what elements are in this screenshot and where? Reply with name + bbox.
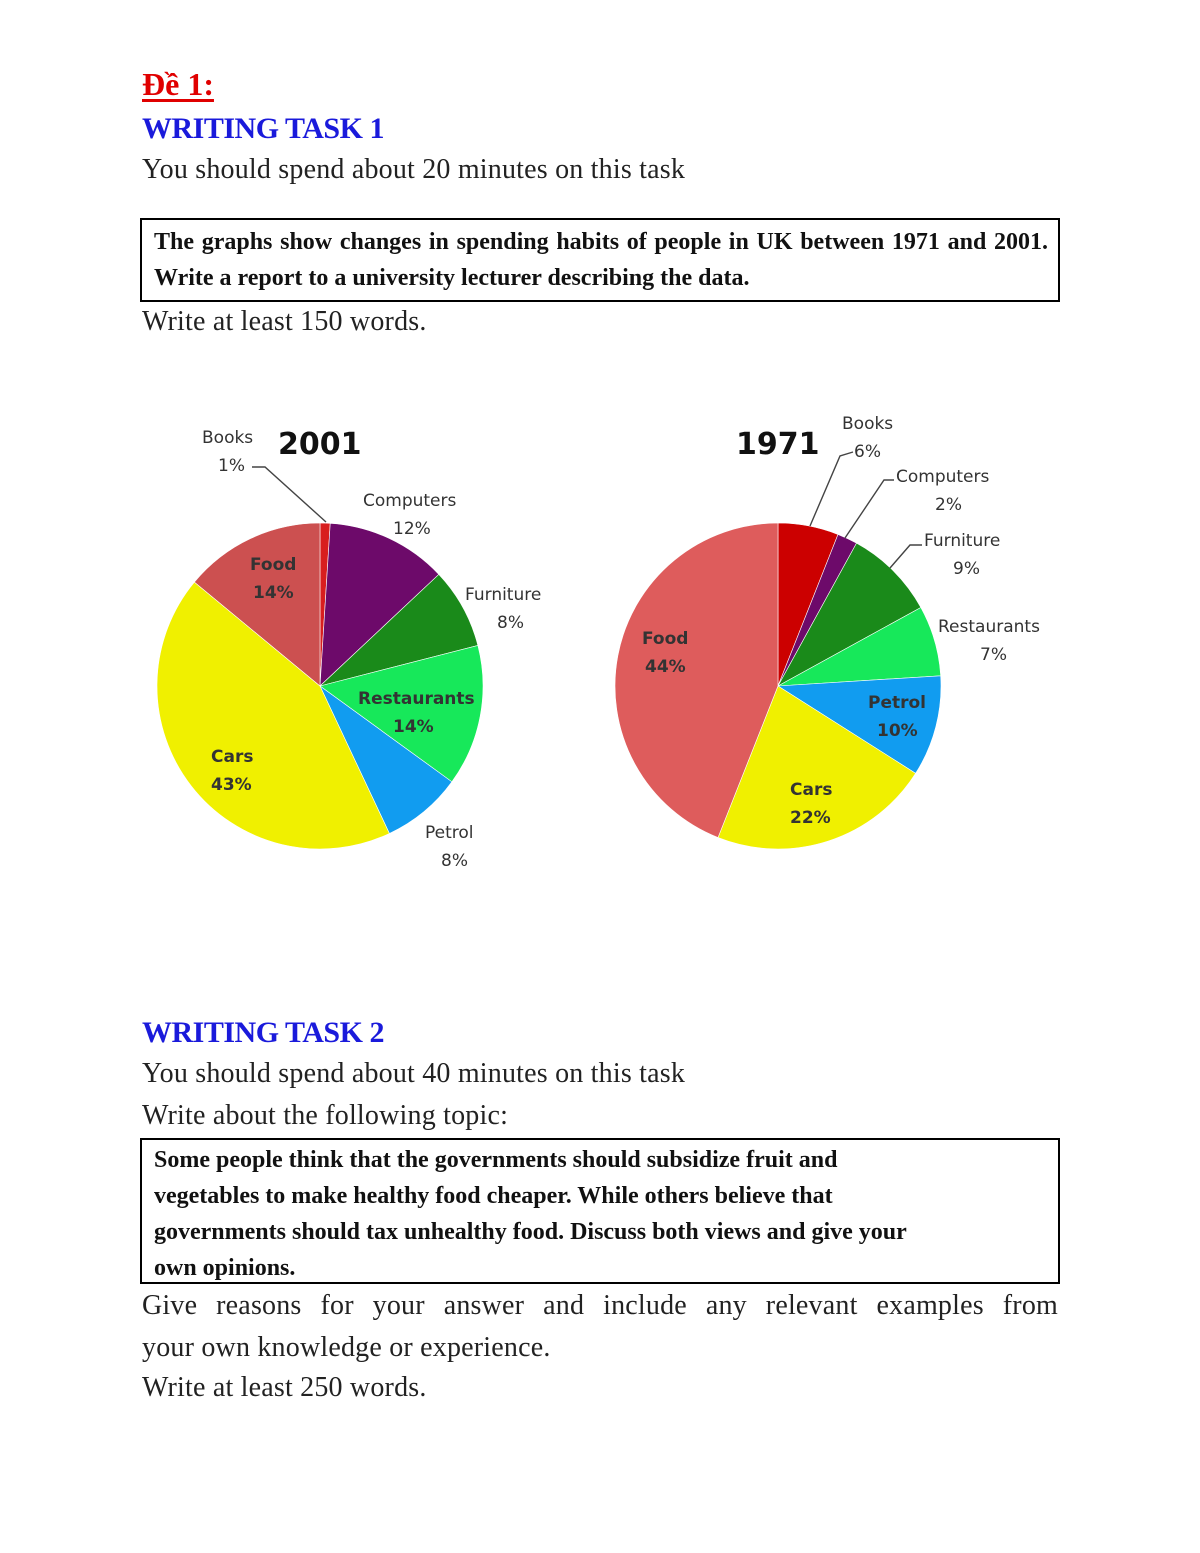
task2-instructions-line: your own knowledge or experience.	[142, 1332, 551, 1363]
task2-time-instruction: You should spend about 40 minutes on this task	[142, 1058, 686, 1089]
pie-1971-computers-name: Computers	[896, 467, 990, 487]
pie-2001-label-furniture	[465, 585, 541, 633]
pie-1971-computers-leader	[845, 480, 894, 538]
pie-1971-furniture-leader	[890, 545, 922, 568]
task2-prompt-line: vegetables to make healthy food cheaper. While others believe that	[154, 1183, 833, 1209]
spending-pie-charts	[140, 400, 1060, 890]
pie-2001-restaurants-name: Restaurants	[358, 689, 475, 709]
pie-2001-furniture-value: 8%	[497, 613, 524, 633]
pie-2001-label-petrol	[425, 823, 474, 871]
pie-2001-title: 2001	[278, 427, 362, 462]
pie-1971-computers-value: 2%	[935, 495, 962, 515]
pie-1971-restaurants-value: 7%	[980, 645, 1007, 665]
pie-2001-food-name: Food	[250, 555, 297, 575]
pie-1971-label-restaurants	[938, 617, 1040, 665]
pie-1971-petrol-value: 10%	[877, 721, 918, 741]
pie-1971-furniture-name: Furniture	[924, 531, 1001, 551]
pie-2001-petrol-value: 8%	[441, 851, 468, 871]
pie-2001-books-value: 1%	[218, 456, 245, 476]
task1-prompt-text: The graphs show changes in spending habits of people in UK between 1971 and 2001. Write a report to a university lecturer describing the data.	[154, 229, 1048, 291]
pie-1971-food-name: Food	[642, 629, 689, 649]
pie-1971-books-name: Books	[842, 414, 894, 434]
pie-2001-books-name: Books	[202, 428, 254, 448]
task1-time-instruction: You should spend about 20 minutes on this task	[142, 154, 686, 185]
pie-1971-restaurants-name: Restaurants	[938, 617, 1040, 637]
task1-prompt-box	[140, 218, 1060, 302]
exam-title: Đề 1:	[142, 66, 214, 102]
pie-1971-label-books	[842, 414, 893, 462]
pie-chart-1971	[615, 523, 941, 849]
task2-prompt-line: governments should tax unhealthy food. Discuss both views and give your	[154, 1219, 907, 1245]
pie-2001-petrol-name: Petrol	[425, 823, 474, 843]
task2-prompt-line: Some people think that the governments should subsidize fruit and	[154, 1147, 838, 1173]
pie-1971-label-computers	[896, 467, 990, 515]
task2-heading: WRITING TASK 2	[142, 1016, 384, 1049]
pie-2001-computers-name: Computers	[363, 491, 457, 511]
task2-topic-intro: Write about the following topic:	[142, 1100, 509, 1131]
task1-word-count: Write at least 150 words.	[142, 306, 427, 337]
pie-2001-books-leader	[252, 467, 326, 522]
task2-prompt-box	[140, 1138, 1060, 1284]
pie-1971-books-leader	[810, 452, 853, 526]
pie-1971-books-value: 6%	[854, 442, 881, 462]
pie-1971-petrol-name: Petrol	[868, 693, 927, 713]
pie-2001-computers-value: 12%	[393, 519, 431, 539]
pie-1971-food-value: 44%	[645, 657, 686, 677]
pie-2001-food-value: 14%	[253, 583, 294, 603]
task1-heading: WRITING TASK 1	[142, 112, 384, 145]
pie-2001-label-books	[202, 428, 253, 476]
pie-2001-cars-name: Cars	[211, 747, 254, 767]
pie-1971-furniture-value: 9%	[953, 559, 980, 579]
pie-1971-cars-name: Cars	[790, 780, 833, 800]
pie-1971-title: 1971	[736, 427, 820, 462]
task2-prompt-line: own opinions.	[154, 1255, 296, 1281]
pie-2001-label-computers	[363, 491, 457, 539]
pie-chart-2001	[157, 523, 483, 849]
task2-instructions-line: Give reasons for your answer and include any relevant examples from	[142, 1290, 1058, 1321]
pie-1971-label-furniture	[924, 531, 1000, 579]
pie-1971-cars-value: 22%	[790, 808, 831, 828]
task2-word-count: Write at least 250 words.	[142, 1372, 427, 1403]
pie-2001-furniture-name: Furniture	[465, 585, 542, 605]
pie-2001-cars-value: 43%	[211, 775, 252, 795]
pie-2001-restaurants-value: 14%	[393, 717, 434, 737]
